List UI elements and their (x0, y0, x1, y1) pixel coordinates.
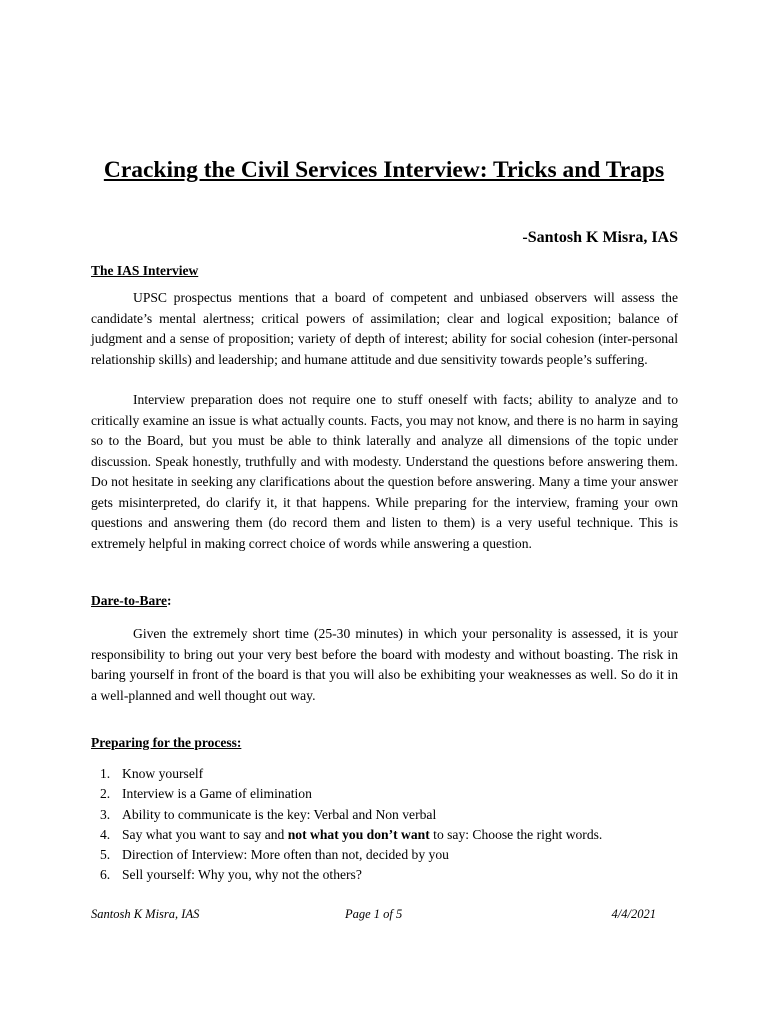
list-item-number: 2. (100, 786, 111, 802)
section-heading-text: Preparing for the process: (91, 735, 242, 750)
list-item (100, 845, 602, 865)
footer-date: 4/4/2021 (611, 907, 656, 921)
list-item-number: 1. (100, 766, 111, 781)
paragraph-upsc-prospectus: UPSC prospectus mentions that a board of competent and unbiased observers will assess the candidate’s mental alertness; critical powers of assimilation; clear and logical exposition; balance of judgment and a sense of proposition; variety of depth of interest; ability for social cohesion (inter-personal relationship skills) and leadership; and humane attitude and due sensitivity towards people’s suffering. (91, 290, 678, 367)
list-item (100, 784, 602, 804)
paragraph-interview-preparation: Interview preparation does not require one to stuff oneself with facts; ability to analyze and to critically examine an issue is what actually counts. Facts, you may not know, and there is no harm in saying so to the Board, but you must be able to think laterally and analyze all dimensions of the topic under discussion. Speak honestly, truthfully and with modesty. Understand the questions before answering them. Do not hesitate in seeking any clarifications about the question before answering. Many a time your answer gets misinterpreted, do clarify it, it that happens. While preparing for the interview, framing your own questions and answering them (do record them and listen to them) is a very useful technique. This is extremely helpful in making correct choice of words while answering a question. (91, 392, 678, 551)
document-title: Cracking the Civil Services Interview: Tricks and Traps (103, 157, 665, 183)
list-item (100, 764, 602, 784)
paragraph-dare-to-bare: Given the extremely short time (25-30 minutes) in which your personality is assessed, it is your responsibility to bring out your very best before the board with modesty and without boasting. The risk in baring yourself in front of the board is that you will also be exhibiting your weaknesses as well. So do it in a well-planned and well thought out way. (91, 626, 678, 703)
footer-page-number: Page 1 of 5 (345, 907, 403, 921)
section-heading-ias-interview (91, 262, 198, 280)
list-item-text: Interview is a Game of elimination (122, 786, 312, 802)
list-item (100, 805, 602, 825)
list-item-number: 3. (100, 806, 111, 822)
section-heading-preparing (91, 734, 241, 752)
preparing-list (100, 764, 602, 886)
section-heading-text: The IAS Interview (91, 263, 199, 278)
section-heading-colon: : (166, 593, 172, 608)
list-item-text-bold: not what you don’t want (287, 826, 430, 842)
list-item-number: 6. (100, 867, 111, 883)
list-item-text-after: to say: Choose the right words. (429, 826, 603, 842)
list-item-number: 5. (100, 847, 111, 863)
list-item (100, 865, 602, 885)
section-heading-text: Dare-to-Bare (91, 593, 167, 608)
document-author: -Santosh K Misra, IAS (522, 229, 678, 246)
list-item-number: 4. (100, 826, 111, 842)
list-item-text: Sell yourself: Why you, why not the others? (122, 867, 362, 883)
list-item-text: Direction of Interview: More often than not, decided by you (122, 847, 449, 863)
list-item (100, 825, 602, 845)
list-item-text: Ability to communicate is the key: Verbal and Non verbal (122, 806, 437, 822)
footer-author: Santosh K Misra, IAS (91, 907, 200, 921)
section-heading-dare-to-bare (91, 592, 171, 610)
list-item-text-before: Say what you want to say and (122, 826, 288, 842)
list-item-text: Know yourself (122, 766, 204, 781)
